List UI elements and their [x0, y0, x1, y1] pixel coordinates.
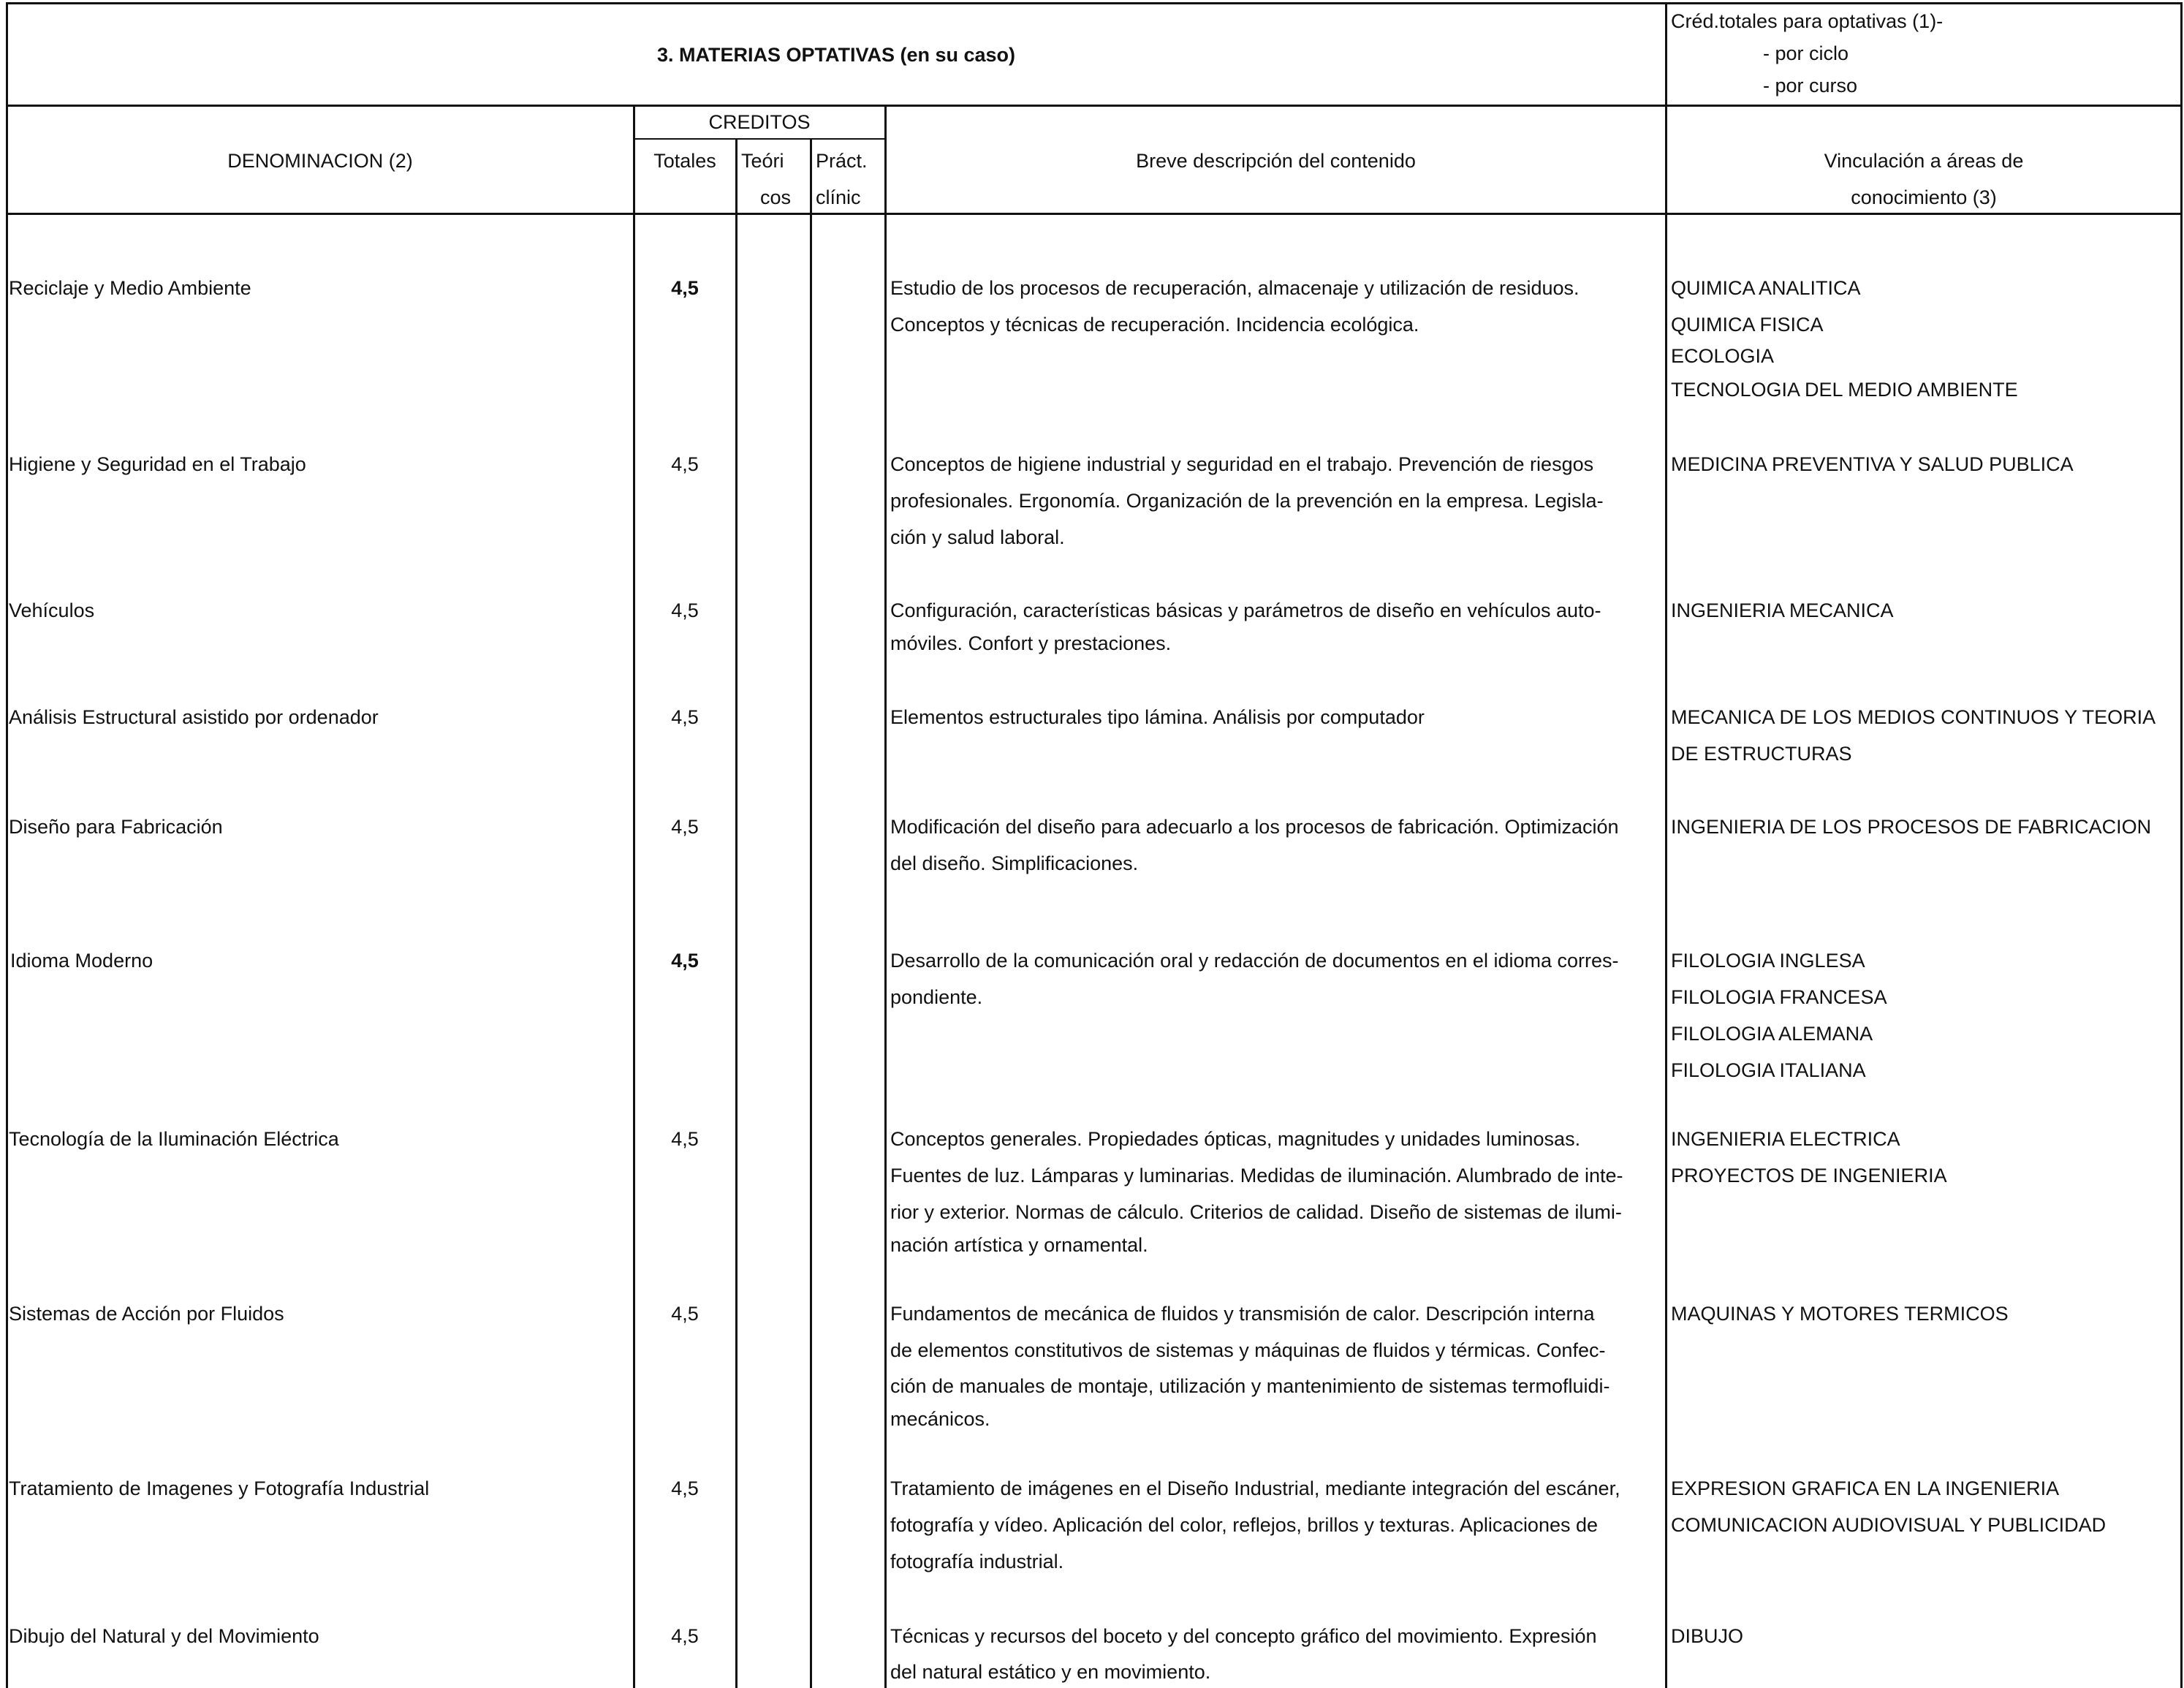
- description-line: Desarrollo de la comunicación oral y redacción de documentos en el idioma corres-: [890, 950, 1619, 972]
- area-line: TECNOLOGIA DEL MEDIO AMBIENTE: [1671, 379, 2018, 401]
- credits-total: 4,5: [671, 277, 699, 299]
- description-line: Técnicas y recursos del boceto y del concepto gráfico del movimiento. Expresión: [890, 1625, 1597, 1647]
- description-line: profesionales. Ergonomía. Organización de la prevención en la empresa. Legisla-: [890, 490, 1604, 512]
- credits-total: 4,5: [671, 1128, 699, 1150]
- description-line: Tratamiento de imágenes en el Diseño Industrial, mediante integración del escáner,: [890, 1477, 1620, 1499]
- subject-name: Vehículos: [9, 599, 95, 621]
- description-line: Elementos estructurales tipo lámina. Análisis por computador: [890, 706, 1425, 728]
- description-line: fotografía y vídeo. Aplicación del color, reflejos, brillos y texturas. Aplicaciones de: [890, 1514, 1599, 1536]
- col-header-areas-2: conocimiento (3): [1851, 186, 1997, 208]
- subject-name: Dibujo del Natural y del Movimiento: [9, 1625, 319, 1647]
- area-line: INGENIERIA DE LOS PROCESOS DE FABRICACION: [1671, 816, 2152, 838]
- description-line: móviles. Confort y prestaciones.: [890, 632, 1172, 654]
- credits-total: 4,5: [671, 1477, 699, 1499]
- area-line: EXPRESION GRAFICA EN LA INGENIERIA: [1671, 1477, 2060, 1499]
- area-line: MECANICA DE LOS MEDIOS CONTINUOS Y TEORIA: [1671, 706, 2156, 728]
- subject-name: Idioma Moderno: [10, 950, 153, 972]
- area-line: COMUNICACION AUDIOVISUAL Y PUBLICIDAD: [1671, 1514, 2107, 1536]
- credits-total-label: Créd.totales para optativas (1)-: [1671, 10, 1944, 32]
- area-line: QUIMICA ANALITICA: [1671, 277, 1861, 299]
- description-line: mecánicos.: [890, 1408, 990, 1430]
- area-line: FILOLOGIA ITALIANA: [1671, 1059, 1866, 1081]
- credits-total: 4,5: [671, 599, 699, 621]
- col-header-totales: Totales: [653, 150, 716, 172]
- description-line: Conceptos de higiene industrial y seguridad en el trabajo. Prevención de riesgos: [890, 453, 1594, 475]
- area-line: ECOLOGIA: [1671, 345, 1775, 367]
- description-line: ción de manuales de montaje, utilización y mantenimiento de sistemas termofluidi-: [890, 1375, 1610, 1397]
- col-header-practicos-2: clínic: [816, 186, 861, 208]
- subject-name: Sistemas de Acción por Fluidos: [9, 1303, 284, 1325]
- col-header-description: Breve descripción del contenido: [1136, 150, 1416, 172]
- description-line: fotografía industrial.: [890, 1551, 1064, 1572]
- description-line: Conceptos generales. Propiedades ópticas, magnitudes y unidades luminosas.: [890, 1128, 1581, 1150]
- description-line: del diseño. Simplificaciones.: [890, 852, 1139, 874]
- area-line: DIBUJO: [1671, 1625, 1744, 1647]
- description-line: Fuentes de luz. Lámparas y luminarias. Medidas de iluminación. Alumbrado de inte-: [890, 1165, 1623, 1186]
- subject-name: Análisis Estructural asistido por ordenador: [9, 706, 379, 728]
- col-header-creditos: CREDITOS: [708, 111, 811, 133]
- per-course-label: - por curso: [1763, 75, 1858, 96]
- col-header-teoricos-1: Teóri: [741, 150, 784, 172]
- description-line: rior y exterior. Normas de cálculo. Criterios de calidad. Diseño de sistemas de ilumi-: [890, 1201, 1622, 1223]
- area-line: INGENIERIA MECANICA: [1671, 599, 1894, 621]
- description-line: Modificación del diseño para adecuarlo a los procesos de fabricación. Optimización: [890, 816, 1619, 838]
- subject-name: Higiene y Seguridad en el Trabajo: [9, 453, 306, 475]
- section-title: 3. MATERIAS OPTATIVAS (en su caso): [656, 44, 1016, 66]
- area-line: DE ESTRUCTURAS: [1671, 743, 1852, 765]
- credits-total: 4,5: [671, 1625, 699, 1647]
- area-line: INGENIERIA ELECTRICA: [1671, 1128, 1900, 1150]
- col-header-name: DENOMINACION (2): [227, 150, 413, 172]
- credits-total: 4,5: [671, 453, 699, 475]
- col-header-areas-1: Vinculación a áreas de: [1824, 150, 2024, 172]
- description-line: Configuración, características básicas y parámetros de diseño en vehículos auto-: [890, 599, 1601, 621]
- subject-name: Reciclaje y Medio Ambiente: [9, 277, 251, 299]
- description-line: Conceptos y técnicas de recuperación. Incidencia ecológica.: [890, 314, 1419, 336]
- area-line: PROYECTOS DE INGENIERIA: [1671, 1165, 1947, 1186]
- credits-total: 4,5: [671, 950, 699, 972]
- credits-total: 4,5: [671, 1303, 699, 1325]
- subject-name: Tratamiento de Imagenes y Fotografía Industrial: [9, 1477, 430, 1499]
- per-cycle-label: - por ciclo: [1763, 42, 1849, 64]
- col-header-teoricos-2: cos: [760, 186, 792, 208]
- area-line: FILOLOGIA INGLESA: [1671, 950, 1865, 972]
- area-line: QUIMICA FISICA: [1671, 314, 1824, 336]
- description-line: de elementos constitutivos de sistemas y máquinas de fluidos y térmicas. Confec-: [890, 1339, 1606, 1361]
- description-line: ción y salud laboral.: [890, 526, 1065, 548]
- subject-name: Diseño para Fabricación: [9, 816, 223, 838]
- credits-total: 4,5: [671, 706, 699, 728]
- description-line: Fundamentos de mecánica de fluidos y transmisión de calor. Descripción interna: [890, 1303, 1595, 1325]
- area-line: MEDICINA PREVENTIVA Y SALUD PUBLICA: [1671, 453, 2074, 475]
- area-line: MAQUINAS Y MOTORES TERMICOS: [1671, 1303, 2009, 1325]
- description-line: pondiente.: [890, 986, 983, 1008]
- description-line: Estudio de los procesos de recuperación, almacenaje y utilización de residuos.: [890, 277, 1580, 299]
- area-line: FILOLOGIA ALEMANA: [1671, 1023, 1873, 1045]
- col-header-practicos-1: Práct.: [816, 150, 868, 172]
- description-line: nación artística y ornamental.: [890, 1234, 1148, 1256]
- area-line: FILOLOGIA FRANCESA: [1671, 986, 1887, 1008]
- description-line: del natural estático y en movimiento.: [890, 1661, 1211, 1683]
- subject-name: Tecnología de la Iluminación Eléctrica: [9, 1128, 339, 1150]
- credits-total: 4,5: [671, 816, 699, 838]
